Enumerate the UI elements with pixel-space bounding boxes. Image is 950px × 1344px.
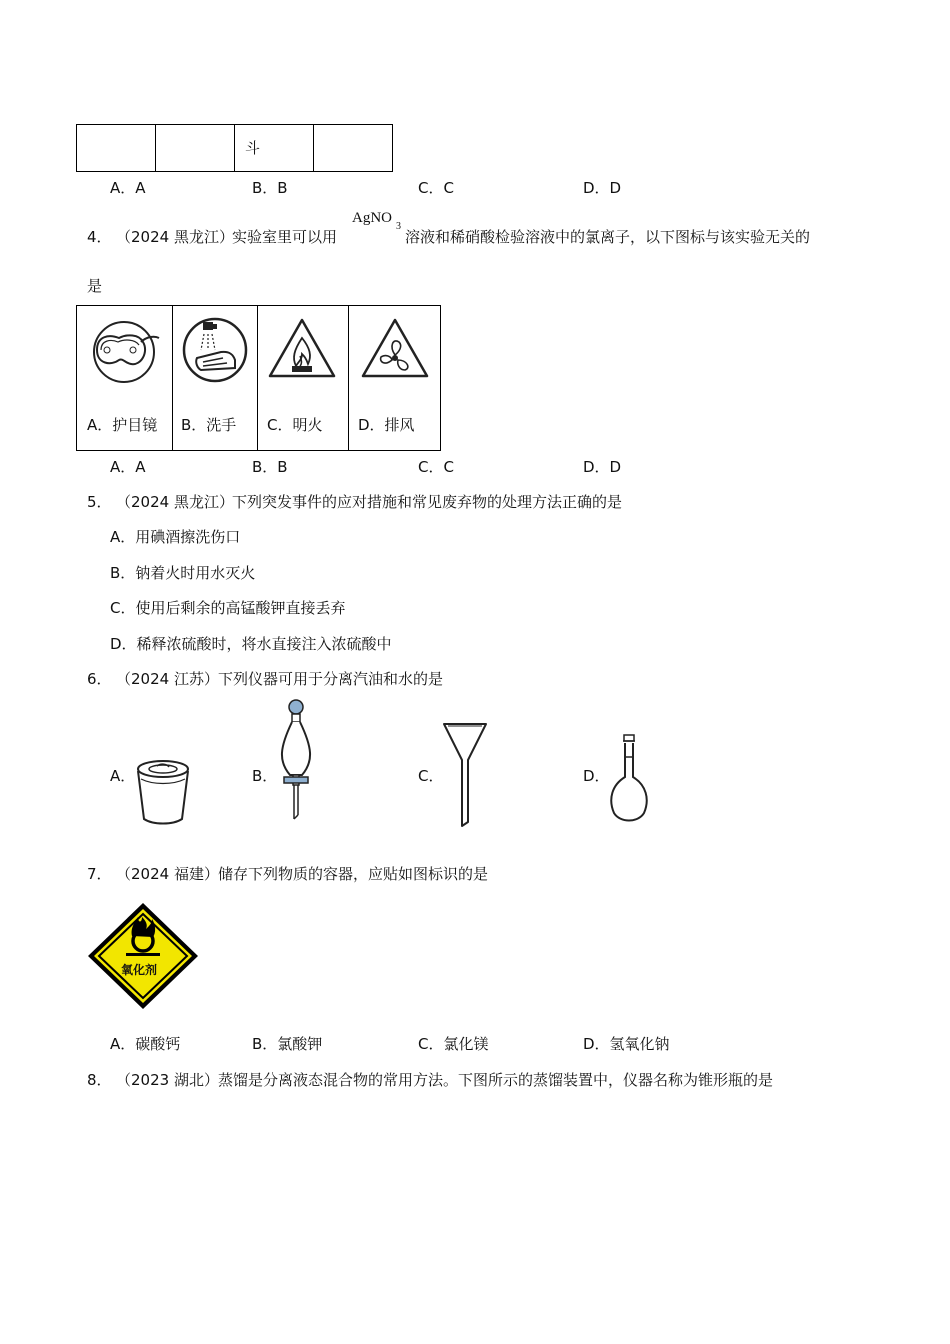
q7-stem: 储存下列物质的容器，应贴如图标识的是 — [218, 865, 489, 883]
volumetric-flask-icon — [604, 733, 654, 833]
wash-hands-icon — [173, 306, 259, 406]
q4-formula-subscript: 3 — [396, 221, 401, 232]
q7-option-a[interactable]: A．碳酸钙 — [110, 1035, 181, 1053]
q4-formula-main: AgNO — [352, 210, 392, 226]
separatory-funnel-icon — [276, 697, 316, 827]
q5-option-a[interactable]: A．用碘酒擦洗伤口 — [110, 528, 241, 546]
q7-option-c[interactable]: C．氯化镁 — [418, 1035, 489, 1053]
oxidizer-flame-icon — [86, 901, 201, 1011]
goggles-icon — [77, 306, 174, 406]
q6-option-c-label[interactable]: C． — [418, 767, 444, 785]
q4-option-c[interactable]: C．C — [418, 458, 454, 476]
q3-table-cell-4 — [313, 124, 393, 172]
q3-option-b[interactable]: B．B — [252, 179, 288, 197]
q7-option-b[interactable]: B．氯酸钾 — [252, 1035, 323, 1053]
q4-cell-open-flame[interactable] — [257, 305, 349, 451]
q3-table-cell-1 — [76, 124, 156, 172]
q8-stem: 蒸馏是分离液态混合物的常用方法。下图所示的蒸馏装置中，仪器名称为锥形瓶的是 — [218, 1071, 774, 1089]
q3-option-c[interactable]: C．C — [418, 179, 454, 197]
q6-stem: 下列仪器可用于分离汽油和水的是 — [218, 670, 444, 688]
q4-cell-wash-hands[interactable] — [172, 305, 258, 451]
q4-option-d[interactable]: D．D — [583, 458, 622, 476]
q3-option-a[interactable]: A．A — [110, 179, 146, 197]
q3-option-d[interactable]: D．D — [583, 179, 622, 197]
q4-label-b: B．洗手 — [181, 416, 237, 434]
q6-option-a-label[interactable]: A． — [110, 767, 136, 785]
q8-number: 8． — [87, 1071, 112, 1089]
q7-sign-text: 氧化剂 — [121, 963, 158, 977]
q6-source: （2024 江苏） — [116, 670, 219, 688]
funnel-icon — [442, 722, 492, 832]
open-flame-icon — [258, 306, 350, 406]
q3-table-cell-2 — [155, 124, 235, 172]
q4-label-a: A．护目镜 — [87, 416, 158, 434]
q5-option-c[interactable]: C．使用后剩余的高锰酸钾直接丢弃 — [110, 599, 346, 617]
q4-text-line2: 是 — [87, 277, 103, 295]
q6-option-b-label[interactable]: B． — [252, 767, 278, 785]
q5-option-d[interactable]: D．稀释浓硫酸时，将水直接注入浓硫酸中 — [110, 635, 392, 653]
q3-table-cell-3 — [234, 124, 314, 172]
q4-option-a[interactable]: A．A — [110, 458, 146, 476]
q3-table-cell-text: 斗 — [245, 139, 261, 157]
q4-cell-goggles[interactable] — [76, 305, 173, 451]
q4-cell-ventilation[interactable] — [348, 305, 441, 451]
q7-source: （2024 福建） — [116, 865, 219, 883]
q7-oxidizer-sign — [86, 901, 201, 1011]
q7-number: 7． — [87, 865, 112, 883]
q4-label-c: C．明火 — [267, 416, 323, 434]
ventilation-fan-icon — [349, 306, 442, 406]
q7-option-d[interactable]: D．氢氧化钠 — [583, 1035, 670, 1053]
q4-source: （2024 黑龙江） — [116, 228, 234, 246]
q4-label-d: D．排风 — [358, 416, 415, 434]
q6-option-d-label[interactable]: D． — [583, 767, 610, 785]
q4-text-before: 实验室里可以用 — [232, 228, 338, 246]
crucible-icon — [133, 757, 203, 827]
q5-source: （2024 黑龙江） — [116, 493, 234, 511]
q4-text-after: 溶液和稀硝酸检验溶液中的氯离子，以下图标与该实验无关的 — [405, 228, 811, 246]
q4-number: 4． — [87, 228, 112, 246]
q4-option-b[interactable]: B．B — [252, 458, 288, 476]
q5-number: 5． — [87, 493, 112, 511]
q5-stem: 下列突发事件的应对措施和常见废弃物的处理方法正确的是 — [232, 493, 623, 511]
q8-source: （2023 湖北） — [116, 1071, 219, 1089]
q6-number: 6． — [87, 670, 112, 688]
q5-option-b[interactable]: B．钠着火时用水灭火 — [110, 564, 256, 582]
